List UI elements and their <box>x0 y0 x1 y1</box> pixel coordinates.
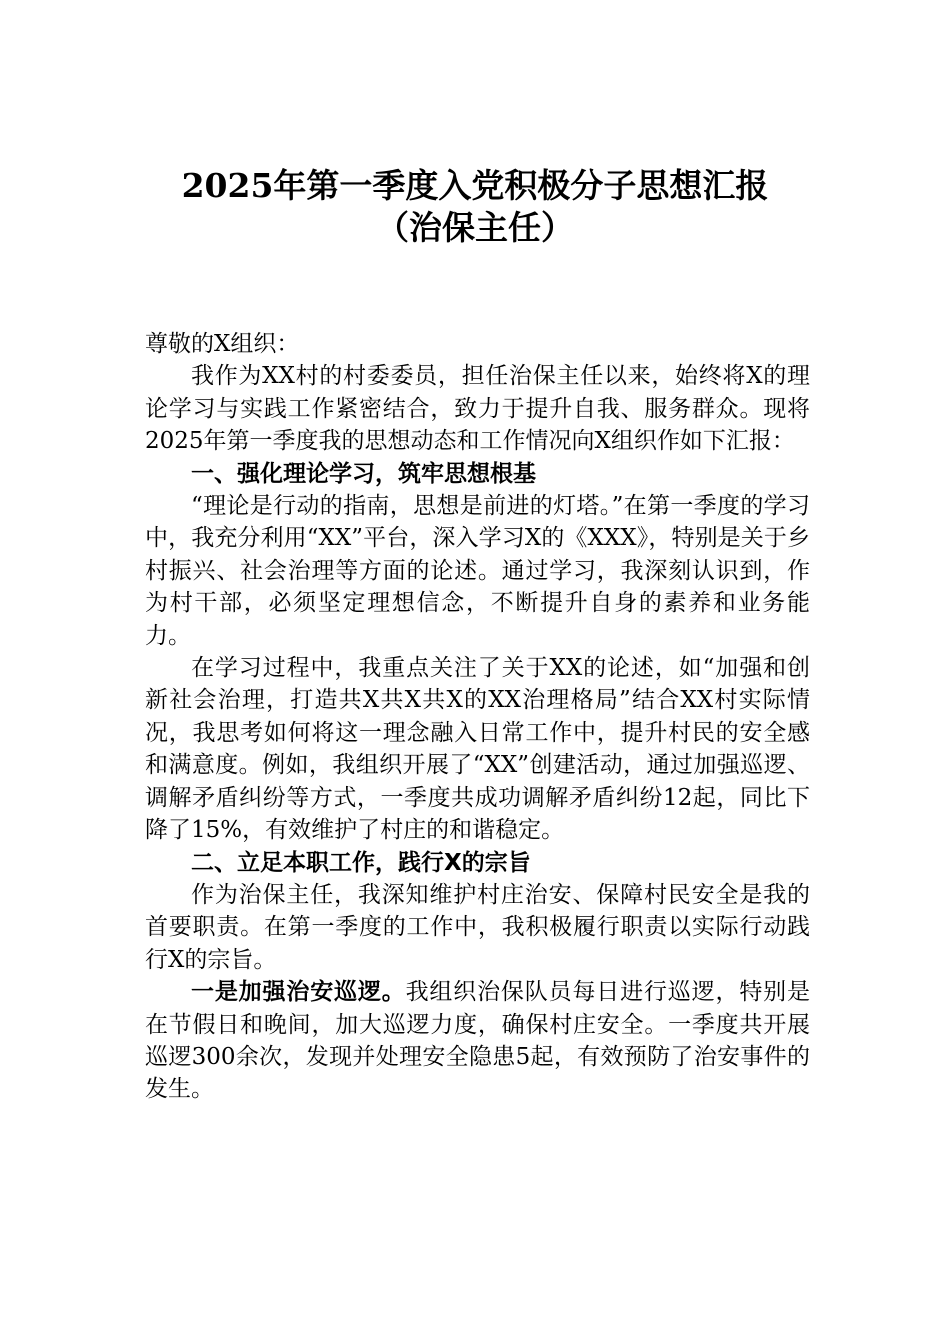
section-2-paragraph-1: 作为治保主任，我深知维护村庄治安、保障村民安全是我的首要职责。在第一季度的工作中，我积极履行职责以实际行动践行X的宗旨。 <box>145 881 810 973</box>
section-1-paragraph-1: “理论是行动的指南，思想是前进的灯塔。”在第一季度的学习中，我充分利用“XX”平台，深入学习X的《XXX》，特别是关于乡村振兴、社会治理等方面的论述。通过学习，我深刻认识到，作为村干部，必须坚定理想信念，不断提升自身的素养和业务能力。 <box>145 493 810 649</box>
document-subtitle: （治保主任） <box>376 208 574 247</box>
document-body <box>145 328 810 1106</box>
section-2-paragraph-2 <box>145 976 810 1106</box>
salutation: 尊敬的X组织： <box>145 331 300 357</box>
document-title: 2025年第一季度入党积极分子思想汇报 <box>181 166 769 205</box>
section-1-heading: 一、强化理论学习，筑牢思想根基 <box>191 460 536 487</box>
intro-paragraph: 我作为XX村的村委委员，担任治保主任以来，始终将X的理论学习与实践工作紧密结合，致力于提升自我、服务群众。现将2025年第一季度我的思想动态和工作情况向X组织作如下汇报： <box>145 363 810 455</box>
section-1-paragraph-2: 在学习过程中，我重点关注了关于XX的论述，如“加强和创新社会治理，打造共X共X共X的XX治理格局”结合XX村实际情况，我思考如何将这一理念融入日常工作中，提升村民的安全感和满意度。例如，我组织开展了“XX”创建活动，通过加强巡逻、调解矛盾纠纷等方式，一季度共成功调解矛盾纠纷12起，同比下降了15%，有效维护了村庄的和谐稳定。 <box>145 655 810 844</box>
section-2-heading: 二、立足本职工作，践行X的宗旨 <box>191 849 531 876</box>
section-2-paragraph-2-lead: 一是加强治安巡逻。 <box>191 979 406 1006</box>
section-2-paragraph-2-text: 我组织治保队员每日进行巡逻，特别是在节假日和晚间，加大巡逻力度，确保村庄安全。一季度共开展巡逻300余次，发现并处理安全隐患5起，有效预防了治安事件的发生。 <box>145 979 811 1103</box>
